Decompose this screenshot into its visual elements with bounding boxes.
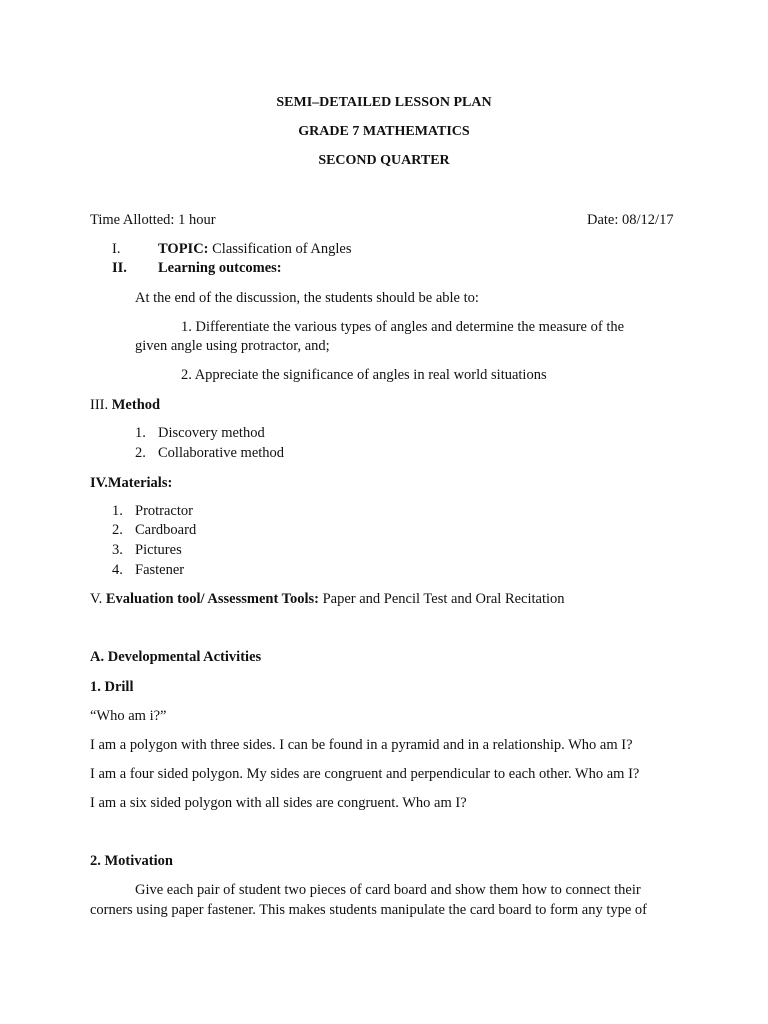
topic-line <box>158 240 351 258</box>
topic-label: TOPIC: <box>158 241 209 257</box>
drill-question: I am a four sided polygon. My sides are congruent and perpendicular to each other. Who am I? <box>90 766 640 782</box>
title-line-3: SECOND QUARTER <box>318 153 450 168</box>
outcomes-numeral: II. <box>112 260 127 276</box>
topic-numeral: I. <box>112 241 121 257</box>
date: Date: 08/12/17 <box>587 212 674 228</box>
method-item: Discovery method <box>158 425 265 441</box>
evaluation-line <box>90 590 565 608</box>
method-item-num: 1. <box>135 425 146 441</box>
method-label: Method <box>108 397 161 413</box>
outcomes-label: Learning outcomes: <box>158 260 282 276</box>
material-item: Fastener <box>135 562 185 578</box>
material-item-num: 4. <box>112 562 123 578</box>
material-item: Cardboard <box>135 522 197 538</box>
drill-question: I am a polygon with three sides. I can be found in a pyramid and in a relationship. Who am I? <box>90 737 633 753</box>
evaluation-value: Paper and Pencil Test and Oral Recitation <box>318 591 565 607</box>
method-item-num: 2. <box>135 445 146 461</box>
method-heading <box>90 396 160 414</box>
motivation-text-line-2: corners using paper fastener. This makes students manipulate the card board to form any type of <box>90 902 648 918</box>
material-item: Protractor <box>135 503 193 519</box>
evaluation-label: Evaluation tool/ Assessment Tools: <box>102 591 319 607</box>
method-numeral: III. <box>90 397 109 413</box>
outcome-1-line-1: 1. Differentiate the various types of angles and determine the measure of the <box>181 319 625 335</box>
title-line-1: SEMI–DETAILED LESSON PLAN <box>276 95 492 110</box>
developmental-heading: A. Developmental Activities <box>90 649 262 665</box>
evaluation-numeral: V. <box>90 591 103 607</box>
title-line-2: GRADE 7 MATHEMATICS <box>298 124 470 139</box>
drill-heading: 1. Drill <box>90 679 134 695</box>
material-item-num: 2. <box>112 522 123 538</box>
time-allotted: Time Allotted: 1 hour <box>90 212 216 228</box>
outcome-1-line-2: given angle using protractor, and; <box>135 338 330 354</box>
material-item-num: 1. <box>112 503 123 519</box>
material-item: Pictures <box>135 542 182 558</box>
topic-value: Classification of Angles <box>208 241 352 257</box>
outcomes-intro: At the end of the discussion, the students should be able to: <box>135 290 479 306</box>
drill-title: “Who am i?” <box>90 708 167 724</box>
motivation-text-line-1: Give each pair of student two pieces of card board and show them how to connect their <box>135 882 641 898</box>
method-item: Collaborative method <box>158 445 285 461</box>
materials-heading: IV.Materials: <box>90 475 173 491</box>
drill-question: I am a six sided polygon with all sides are congruent. Who am I? <box>90 795 467 811</box>
outcome-2: 2. Appreciate the significance of angles in real world situations <box>181 367 547 383</box>
material-item-num: 3. <box>112 542 123 558</box>
motivation-heading: 2. Motivation <box>90 853 173 869</box>
